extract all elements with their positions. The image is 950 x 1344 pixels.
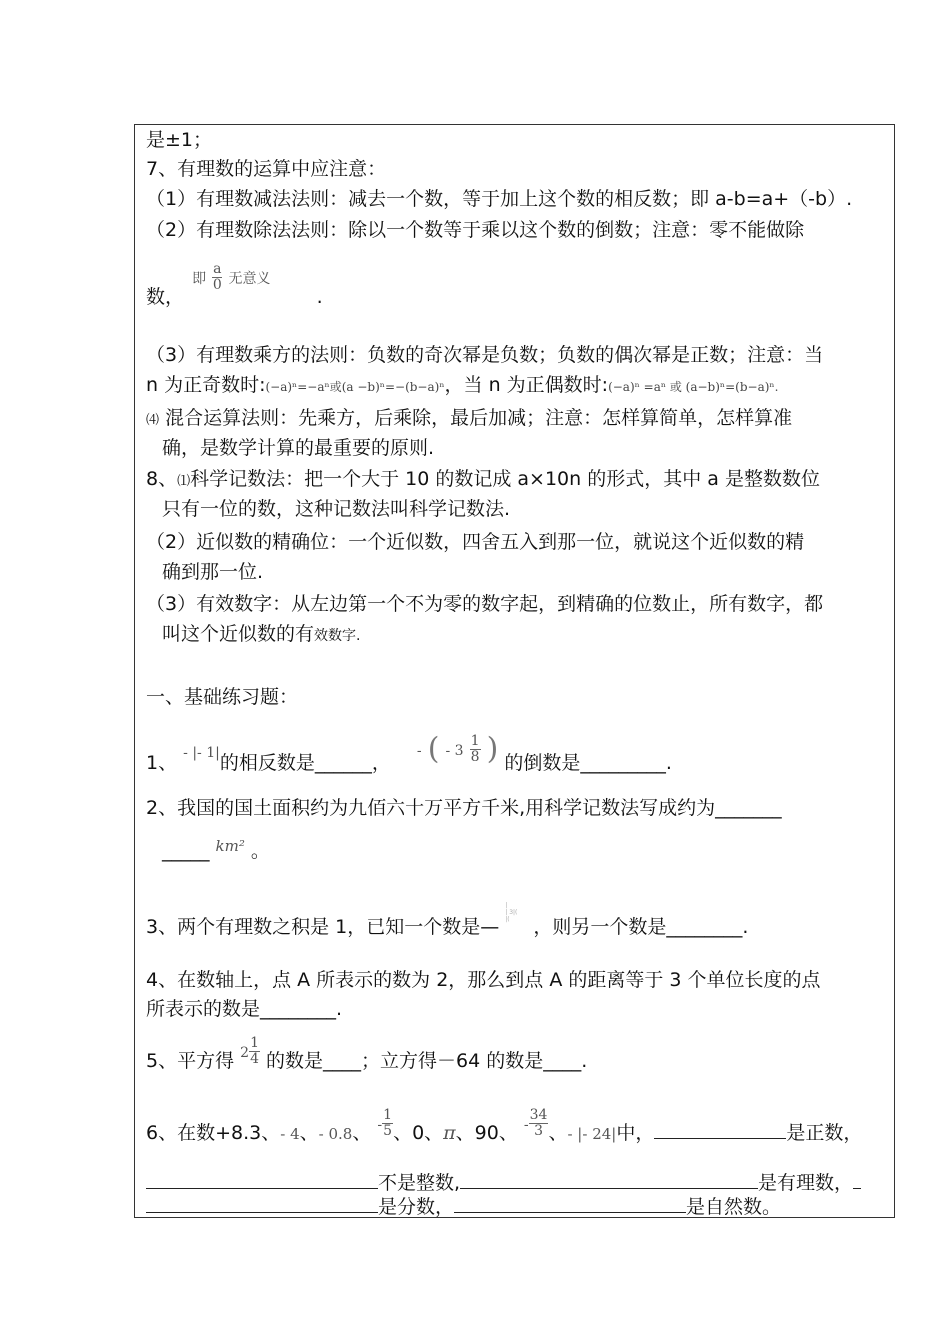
math-sign: -: [377, 1117, 383, 1133]
text: 的数是____；立方得－64 的数是____.: [266, 1050, 588, 1072]
question-6: [146, 1107, 863, 1149]
sig-figs-cont: [162, 622, 360, 648]
section-7-heading: 7、有理数的运算中应注意：: [146, 158, 387, 180]
approx-rule-cont: 确到那一位.: [162, 561, 264, 583]
division-rule: （2）有理数除法法则：除以一个数等于乘以这个数的倒数；注意：零不能做除: [146, 219, 805, 241]
formula-even: (−a)ⁿ =aⁿ 或 (a−b)ⁿ=(b−a)ⁿ.: [608, 380, 779, 394]
text: ，当 n 为正偶数时:: [444, 374, 609, 396]
question-4: 4、在数轴上，点 A 所表示的数为 2，那么到点 A 的距离等于 3 个单位长度的点: [146, 969, 821, 991]
text: _____: [162, 840, 210, 862]
math-sign: -: [416, 743, 422, 759]
text: 是正数，: [786, 1122, 863, 1144]
answer-blank[interactable]: [454, 1194, 686, 1213]
numerator: 1: [470, 733, 480, 749]
power-rule: （3）有理数乘方的法则：负数的奇次幂是负数；负数的偶次幂是正数；注意：当: [146, 344, 824, 366]
mixed-rule: [146, 406, 792, 433]
answer-blank[interactable]: [460, 1170, 758, 1189]
text: 、: [352, 1122, 372, 1144]
garbled-math-icon: | | 3|( |(: [505, 902, 518, 923]
text: 科学记数法：把一个大于 10 的数记成 a×10n 的形式，其中 a 是整数数位: [190, 468, 820, 490]
text: 的相反数是______，: [219, 752, 391, 774]
math-expr: - |- 24|: [567, 1125, 617, 1143]
numerator: 1: [250, 1035, 259, 1051]
denominator: 3: [534, 1123, 543, 1139]
question-6-cont2: [146, 1194, 781, 1219]
text: 、90、: [455, 1122, 518, 1144]
denominator: 0: [212, 277, 222, 293]
text: 叫这个近似数的有: [162, 623, 315, 645]
text: 不是整数,: [378, 1172, 461, 1194]
division-rule-cont: [146, 261, 323, 313]
approx-rule: （2）近似数的精确位：一个近似数，四舍五入到那一位，就说这个近似数的精: [146, 531, 805, 553]
text: 效数字.: [314, 628, 361, 644]
answer-blank[interactable]: [654, 1120, 786, 1139]
text: 数，: [146, 286, 185, 308]
text: 是自然数。: [686, 1196, 782, 1218]
math-expr: - |- 1|: [183, 745, 220, 761]
text: 、: [299, 1122, 319, 1144]
text: .: [316, 286, 323, 308]
denominator: 5: [383, 1123, 393, 1139]
numerator: a: [213, 261, 222, 277]
text: 1、: [146, 752, 178, 774]
denominator: 8: [470, 749, 480, 765]
question-5: [146, 1035, 588, 1077]
pi-symbol: π: [443, 1122, 456, 1144]
text: 、: [548, 1122, 568, 1144]
text: 中，: [616, 1122, 655, 1144]
section-8-sci-notation: [146, 467, 820, 494]
text: 的倒数是_________.: [504, 752, 672, 774]
text: n 为正奇数时:: [146, 374, 266, 396]
math-sign: -: [523, 1117, 529, 1133]
mixed-rule-cont: 确，是数学计算的最重要的原则.: [162, 437, 435, 459]
fraction-a-over-0: [212, 262, 222, 293]
numerator: 34: [529, 1107, 548, 1123]
text: 。: [250, 840, 270, 862]
text: 是分数，: [378, 1196, 455, 1218]
text: 3、两个有理数之积是 1，已知一个数是—: [146, 916, 500, 938]
math-text: 无意义: [228, 271, 271, 287]
text: 混合运算法则：先乘方，后乘除，最后加减；注意：怎样算简单，怎样算准: [165, 407, 793, 429]
text: 是有理数，: [758, 1172, 854, 1194]
question-2-cont: [162, 839, 270, 864]
text-line: 是±1；: [146, 129, 213, 151]
denominator: 4: [250, 1051, 259, 1067]
text: 5、平方得: [146, 1050, 235, 1072]
subtraction-rule: （1）有理数减法法则：减去一个数，等于加上这个数的相反数；即 a-b=a+（-b）.: [146, 188, 853, 210]
text: 8、: [146, 468, 178, 490]
math-text: 即: [192, 271, 207, 287]
math-expr: - 0.8: [318, 1125, 353, 1143]
question-2: 2、我国的国土面积约为九佰六十万平方千米,用科学记数法写成约为_______: [146, 797, 782, 819]
unit-km2: km²: [215, 837, 245, 855]
power-rule-cont: [146, 373, 778, 399]
number-marker: ⑴: [177, 474, 191, 489]
whole-part: 2: [240, 1045, 250, 1061]
number-marker: ⑷: [146, 413, 160, 428]
answer-blank[interactable]: [146, 1194, 378, 1213]
math-expr: - 4: [280, 1125, 300, 1143]
question-4-cont: 所表示的数是________.: [146, 998, 343, 1020]
text: ，则另一个数是________.: [533, 916, 749, 938]
math-expr: - 3: [445, 743, 464, 759]
answer-blank[interactable]: [853, 1170, 861, 1189]
question-3: [146, 902, 749, 942]
exercise-heading: 一、基础练习题：: [146, 686, 299, 708]
formula-odd: (−a)ⁿ=−aⁿ或(a −b)ⁿ=−(b−a)ⁿ: [265, 380, 445, 394]
question-1: 1、 $^{- |- 1|}$的相反数是______， - ( - 3 $\frac{1}{8}$ ) 的倒数是_________.: [146, 731, 672, 774]
question-6-cont: [146, 1170, 861, 1195]
sig-figs-rule: （3）有效数字：从左边第一个不为零的数字起，到精确的位数止，所有数字，都: [146, 593, 824, 615]
numerator: 1: [383, 1107, 393, 1123]
text: 、0、: [393, 1122, 444, 1144]
text: 6、在数+8.3、: [146, 1122, 281, 1144]
sci-notation-cont: 只有一位的数，这种记数法叫科学记数法.: [162, 498, 511, 520]
answer-blank[interactable]: [146, 1170, 378, 1189]
